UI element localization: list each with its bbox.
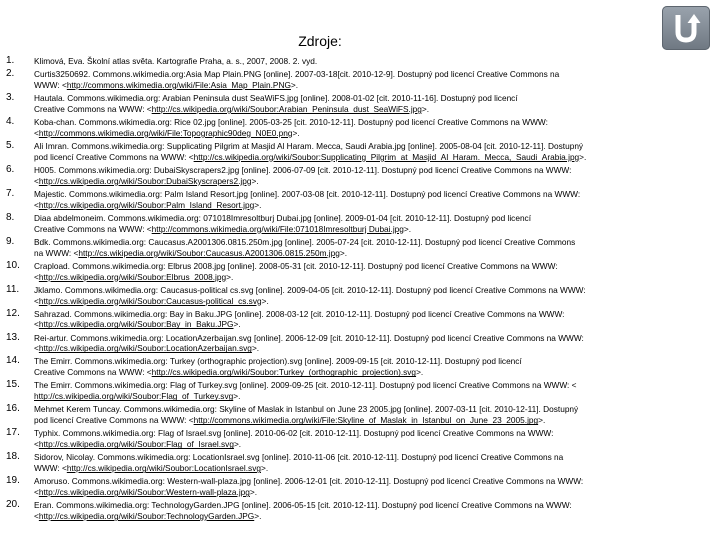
reference-text: >. <box>339 247 348 258</box>
reference-link[interactable]: http://cs.wikipedia.org/wiki/Soubor:Palm_Island_Resort.jpg <box>38 199 255 210</box>
reference-text: >. <box>538 415 546 426</box>
reference-number: 3. <box>6 92 15 103</box>
reference-text: >. <box>254 199 262 210</box>
reference-text: H005. Commons.wikimedia.org: DubaiSkyscrapers2.jpg [online]. 2006-07-09 [cit. 2010-12-11]. Dostupný pod licencí Creative Commons na WWW: <box>34 164 572 175</box>
reference-text: Creative Commons na WWW: < <box>34 367 152 378</box>
reference-text: < <box>34 343 39 354</box>
reference-text: WWW: < <box>34 463 67 474</box>
reference-text: Majestic. Commons.wikimedia.org: Palm Island Resort.jpg [online]. 2007-03-08 [cit. 2010-12-11]. Dostupný pod licencí Creative Commons na WWW: <box>34 188 581 199</box>
reference-line <box>34 319 712 330</box>
reference-text: >. <box>251 343 260 354</box>
reference-item <box>0 165 712 187</box>
reference-link[interactable]: http://cs.wikipedia.org/wiki/Soubor:Flag_of_Turkey.svg <box>34 391 234 402</box>
reference-text: >. <box>233 391 241 402</box>
reference-link[interactable]: http://cs.wikipedia.org/wiki/Soubor:LocationIsrael.svg <box>66 463 261 474</box>
reference-line <box>34 333 712 344</box>
reference-link[interactable]: http://cs.wikipedia.org/wiki/Soubor:TechnologyGarden.JPG <box>38 511 255 522</box>
reference-text: < <box>34 511 39 522</box>
reference-line <box>34 309 712 320</box>
reference-text: >. <box>251 175 259 186</box>
reference-link[interactable]: http://cs.wikipedia.org/wiki/Soubor:Elbrus_2008.jpg <box>38 271 227 282</box>
reference-list <box>0 56 712 524</box>
reference-line <box>34 380 712 391</box>
reference-line <box>34 511 712 522</box>
reference-text: < <box>34 487 39 498</box>
reference-item <box>0 189 712 211</box>
reference-line <box>34 104 712 115</box>
reference-text: Bdk. Commons.wikimedia.org: Caucasus.A2001306.0815.250m.jpg [online]. 2005-07-24 [cit. 2010-12-11]. Dostupný pod licencí Creative Commons <box>34 236 576 247</box>
reference-number: 16. <box>6 403 20 415</box>
reference-line <box>34 463 712 474</box>
reference-line <box>34 452 712 463</box>
reference-line <box>34 343 712 354</box>
reference-number: 7. <box>6 187 15 199</box>
reference-text: >. <box>416 367 424 378</box>
reference-item <box>0 356 712 378</box>
reference-line <box>34 237 712 248</box>
reference-link[interactable]: http://cs.wikipedia.org/wiki/Soubor:Caucasus.A2001306.0815.250m.jpg <box>78 247 340 258</box>
reference-text: < <box>34 199 39 210</box>
reference-line <box>34 93 712 104</box>
reference-text: < <box>34 175 39 186</box>
reference-text: >. <box>403 223 412 234</box>
reference-text: The Emirr. Commons.wikimedia.org: Turkey (orthographic projection).svg [online]. 2009-09-15 [cit. 2010-12-11]. Dostupný pod licencí <box>34 356 522 367</box>
reference-text: Typhix. Commons.wikimedia.org: Flag of Israel.svg [online]. 2010-06-02 [cit. 2010-12-11]. Dostupný pod licencí Creative Commons na WWW: <box>34 428 554 439</box>
reference-line <box>34 476 712 487</box>
reference-text: >. <box>249 487 258 498</box>
reference-item <box>0 500 712 522</box>
reference-line <box>34 224 712 235</box>
reference-item <box>0 404 712 426</box>
reference-line <box>34 165 712 176</box>
reference-line <box>34 272 712 283</box>
reference-item <box>0 428 712 450</box>
reference-text: Hautala. Commons.wikimedia.org: Arabian Peninsula dust SeaWiFS.jpg [online]. 2008-01-02 [cit. 2010-11-16]. Dostupný pod licencí <box>34 93 518 103</box>
reference-number: 9. <box>6 235 15 247</box>
reference-text: pod licencí Creative Commons na WWW: < <box>34 151 194 162</box>
reference-text: < <box>34 127 39 138</box>
reference-link[interactable]: http://commons.wikimedia.org/wiki/File:Skyline_of_Maslak_in_Istanbul_on_June_23_2005.jpg <box>193 415 539 426</box>
reference-line <box>34 56 712 67</box>
reference-item <box>0 333 712 355</box>
reference-text: WWW: < <box>34 79 67 90</box>
reference-text: Eran. Commons.wikimedia.org: TechnologyGarden.JPG [online]. 2006-05-15 [cit. 2010-12-11]. Dostupný pod licencí Creative Commons na WWW: <box>34 500 572 511</box>
reference-line <box>34 428 712 439</box>
reference-line <box>34 391 712 402</box>
reference-item <box>0 309 712 331</box>
reference-line <box>34 128 712 139</box>
reference-line <box>34 404 712 415</box>
reference-text: >. <box>226 271 234 282</box>
reference-number: 14. <box>6 355 20 367</box>
reference-text: Klimová, Eva. Školní atlas světa. Kartografie Praha, a. s., 2007, 2008. 2. vyd. <box>34 56 318 66</box>
reference-text: na WWW: < <box>34 247 79 258</box>
reference-item <box>0 93 712 115</box>
reference-item <box>0 285 712 307</box>
reference-text: Ali Imran. Commons.wikimedia.org: Supplicating Pilgrim at Masjid Al Haram. Mecca, Saudi Arabia.jpg [online]. 2005-08-04 [cit. 2010-12-11]. Dostupný <box>34 140 584 151</box>
reference-link[interactable]: http://commons.wikimedia.org/wiki/File:Topographic90deg_N0E0.png <box>38 127 293 138</box>
reference-number: 19. <box>6 475 20 487</box>
reference-number: 2. <box>6 68 15 80</box>
reference-text: >. <box>260 463 269 474</box>
reference-line <box>34 117 712 128</box>
reference-number: 13. <box>6 331 20 343</box>
reference-number: 20. <box>6 499 20 511</box>
return-arrow-icon <box>671 12 701 44</box>
reference-text: < <box>34 295 39 306</box>
reference-text: pod licencí Creative Commons na WWW: < <box>34 415 194 426</box>
reference-text: Diaa abdelmoneim. Commons.wikimedia.org: 071018Imresoltburj Dubai.jpg [online]. 2009-01-04 [cit. 2010-12-11]. Dostupný pod licencí <box>34 212 532 223</box>
reference-line <box>34 152 712 163</box>
reference-text: Jklamo. Commons.wikimedia.org: Caucasus-political cs.svg [online]. 2009-04-05 [cit. 2010-12-11]. Dostupný pod licencí Creative Commons na WWW: <box>34 284 586 295</box>
reference-link[interactable]: http://cs.wikipedia.org/wiki/Soubor:Western-wall-plaza.jpg <box>38 487 250 498</box>
reference-link[interactable]: http://commons.wikimedia.org/wiki/File:071018Imresoltburj Dubai.jpg <box>151 223 404 234</box>
reference-link[interactable]: http://cs.wikipedia.org/wiki/Soubor:Supplicating_Pilgrim_at_Masjid_Al_Haram._Mecca,_Saudi_Arabia.jpg <box>193 151 580 162</box>
reference-text: >. <box>579 151 587 162</box>
reference-text: Koba-chan. Commons.wikimedia.org: Rice 02.jpg [online]. 2005-03-25 [cit. 2010-12-11]. Dostupný pod licencí Creative Commons na WWW: <box>34 116 548 127</box>
reference-text: Sidorov, Nicolay. Commons.wikimedia.org: LocationIsrael.svg [online]. 2010-11-06 [cit. 2010-12-11]. Dostupný pod licencí Creative Commons na <box>34 452 564 463</box>
page-title: Zdroje: <box>298 33 342 49</box>
reference-link[interactable]: http://cs.wikipedia.org/wiki/Soubor:Caucasus-political_cs.svg <box>38 295 262 306</box>
reference-text: < <box>34 439 39 450</box>
reference-line <box>34 261 712 272</box>
reference-text: < <box>34 271 39 282</box>
reference-line <box>34 248 712 259</box>
reference-link[interactable]: http://commons.wikimedia.org/wiki/File:Asia_Map_Plain.PNG <box>66 79 291 90</box>
reference-text: Crapload. Commons.wikimedia.org: Elbrus 2008.jpg [online]. 2008-05-31 [cit. 2010-12-11]. Dostupný pod licencí Creative Commons na WWW: <box>34 260 558 271</box>
reference-line <box>34 367 712 378</box>
reference-text: >. <box>254 511 262 522</box>
reference-line <box>34 80 712 91</box>
reference-link[interactable]: http://cs.wikipedia.org/wiki/Soubor:Turkey_(orthographic_projection).svg <box>151 367 417 378</box>
reference-line <box>34 213 712 224</box>
reference-number: 18. <box>6 451 20 463</box>
reference-link[interactable]: http://cs.wikipedia.org/wiki/Soubor:DubaiSkyscrapers2.jpg <box>38 175 252 186</box>
reference-text: Creative Commons na WWW: < <box>34 103 152 114</box>
reference-text: Curtis3250692. Commons.wikimedia.org:Asia Map Plain.PNG [online]. 2007-03-18[cit. 2010-12-9]. Dostupný pod licencí Creative Commons na <box>34 69 560 80</box>
reference-number: 11. <box>6 283 20 295</box>
reference-text: Amoruso. Commons.wikimedia.org: Western-wall-plaza.jpg [online]. 2006-12-01 [cit. 2010-12-11]. Dostupný pod licencí Creative Commons na WWW: <box>34 476 584 487</box>
reference-line <box>34 285 712 296</box>
reference-line <box>34 141 712 152</box>
reference-item <box>0 117 712 139</box>
reference-line <box>34 356 712 367</box>
reference-line <box>34 487 712 498</box>
reference-line <box>34 415 712 426</box>
reference-text: >. <box>290 79 299 90</box>
reference-text: >. <box>421 103 430 114</box>
reference-line <box>34 439 712 450</box>
reference-line <box>34 296 712 307</box>
reference-link[interactable]: http://cs.wikipedia.org/wiki/Soubor:Arabian_Peninsula_dust_SeaWiFS.jpg <box>151 103 422 114</box>
reference-line <box>34 200 712 211</box>
reference-text: >. <box>261 295 269 306</box>
reference-text: Sahrazad. Commons.wikimedia.org: Bay in Baku.JPG [online]. 2008-03-12 [cit. 2010-12-11]. Dostupný pod licencí Creative Commons na WWW: <box>34 308 565 319</box>
reference-number: 8. <box>6 211 15 223</box>
reference-item <box>0 380 712 402</box>
reference-item <box>0 452 712 474</box>
reference-line <box>34 189 712 200</box>
reference-number: 10. <box>6 259 20 271</box>
reference-item <box>0 476 712 498</box>
reference-line <box>34 69 712 80</box>
reference-text: The Emirr. Commons.wikimedia.org: Flag of Turkey.svg [online]. 2009-09-25 [cit. 2010-12-11]. Dostupný pod licencí Creative Commons na WWW: < <box>34 380 577 391</box>
reference-item <box>0 69 712 91</box>
return-button[interactable] <box>662 6 710 50</box>
reference-item <box>0 56 712 67</box>
reference-number: 17. <box>6 427 20 439</box>
reference-text: < <box>34 319 39 330</box>
reference-text: >. <box>233 319 241 330</box>
reference-number: 12. <box>6 307 20 319</box>
reference-number: 5. <box>6 139 15 151</box>
reference-text: Mehmet Kerem Tuncay. Commons.wikimedia.org: Skyline of Maslak in Istanbul on June 23 2005.jpg [online]. 2007-03-11 [cit. 2010-12-11]. Dostupný <box>34 404 579 415</box>
reference-text: >. <box>233 439 242 450</box>
reference-text: Rei-artur. Commons.wikimedia.org: LocationAzerbaijan.svg [online]. 2006-12-09 [cit. 2010-12-11]. Dostupný pod licencí Creative Commons na WWW: <box>34 332 584 343</box>
reference-text: >. <box>292 127 300 138</box>
reference-link[interactable]: http://cs.wikipedia.org/wiki/Soubor:LocationAzerbaijan.svg <box>38 343 252 354</box>
reference-item <box>0 213 712 235</box>
reference-item <box>0 237 712 259</box>
reference-link[interactable]: http://cs.wikipedia.org/wiki/Soubor:Flag_of_Israel.svg <box>38 439 234 450</box>
reference-number: 1. <box>6 55 15 66</box>
reference-item <box>0 141 712 163</box>
reference-line <box>34 500 712 511</box>
reference-line <box>34 176 712 187</box>
reference-text: Creative Commons na WWW: < <box>34 223 152 234</box>
reference-link[interactable]: http://cs.wikipedia.org/wiki/Soubor:Bay_in_Baku.JPG <box>38 319 234 330</box>
reference-item <box>0 261 712 283</box>
reference-number: 6. <box>6 163 15 175</box>
reference-number: 4. <box>6 115 15 127</box>
reference-number: 15. <box>6 379 20 391</box>
